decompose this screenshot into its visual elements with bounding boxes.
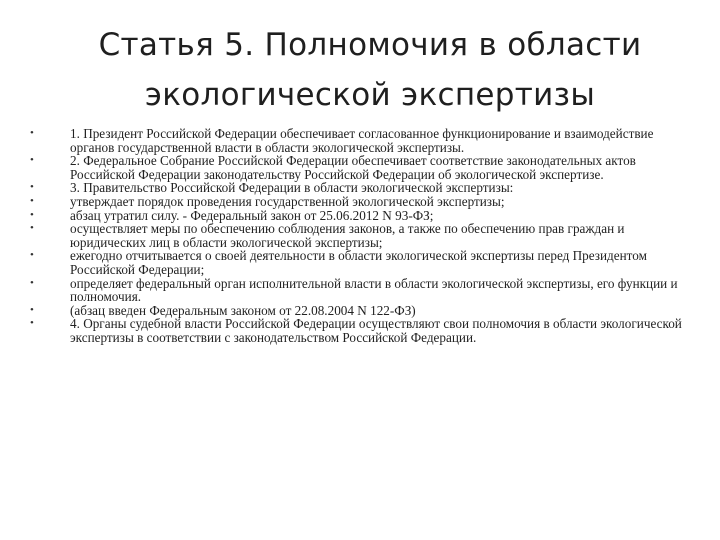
list-item-text: 3. Правительство Российской Федерации в области экологической экспертизы:	[70, 180, 514, 196]
bullet-list	[30, 127, 700, 345]
list-item-text: утверждает порядок проведения государственной экологической экспертизы;	[70, 193, 505, 209]
slide-title	[60, 20, 680, 120]
bullet-icon: •	[30, 249, 34, 262]
list-item-text: определяет федеральный орган исполнительной власти в области экологической экспертизы, его функции и полномочия.	[70, 275, 678, 305]
list-item-text: (абзац введен Федеральным законом от 22.08.2004 N 122-ФЗ)	[70, 302, 416, 318]
list-item	[30, 154, 700, 181]
list-item-text: 2. Федеральное Собрание Российской Федерации обеспечивает соответствие законодательных актов Российской Федерации законодательству Российской Федерации об экологической экспертизе.	[70, 153, 636, 182]
list-item	[30, 209, 700, 223]
list-item-text: осуществляет меры по обеспечению соблюдения законов, а также по обеспечению прав граждан и юридических лиц в области экологической экспертизы;	[70, 221, 625, 250]
bullet-icon: •	[30, 127, 34, 139]
bullet-icon: •	[30, 303, 34, 316]
bullet-icon: •	[30, 154, 34, 167]
list-item-text: ежегодно отчитывается о своей деятельности в области экологической экспертизы перед Президентом Российской Федерации;	[70, 248, 647, 277]
list-item-text: 1. Президент Российской Федерации обеспечивает согласованное функционирование и взаимодействие органов государственной власти в области экологической экспертизы.	[70, 126, 654, 155]
bullet-icon: •	[30, 276, 34, 289]
list-item	[30, 195, 700, 209]
bullet-icon: •	[30, 222, 34, 235]
list-item	[30, 127, 700, 154]
bullet-icon: •	[30, 181, 34, 194]
list-item-text: абзац утратил силу. - Федеральный закон от 25.06.2012 N 93-ФЗ;	[70, 207, 434, 223]
list-item	[30, 249, 700, 276]
bullet-icon: •	[30, 208, 34, 221]
title-line-2: экологической экспертизы	[144, 77, 596, 113]
bullet-icon: •	[30, 317, 34, 330]
list-item	[30, 304, 700, 318]
list-item	[30, 317, 700, 344]
title-line-1: Статья 5. Полномочия в области	[98, 27, 642, 63]
bullet-icon: •	[30, 194, 34, 207]
list-item	[30, 277, 700, 304]
list-item	[30, 222, 700, 249]
list-item-text: 4. Органы судебной власти Российской Федерации осуществляют свои полномочия в области экологической экспертизы в соответствии с законодательством Российской Федерации.	[70, 316, 682, 345]
list-item	[30, 181, 700, 195]
